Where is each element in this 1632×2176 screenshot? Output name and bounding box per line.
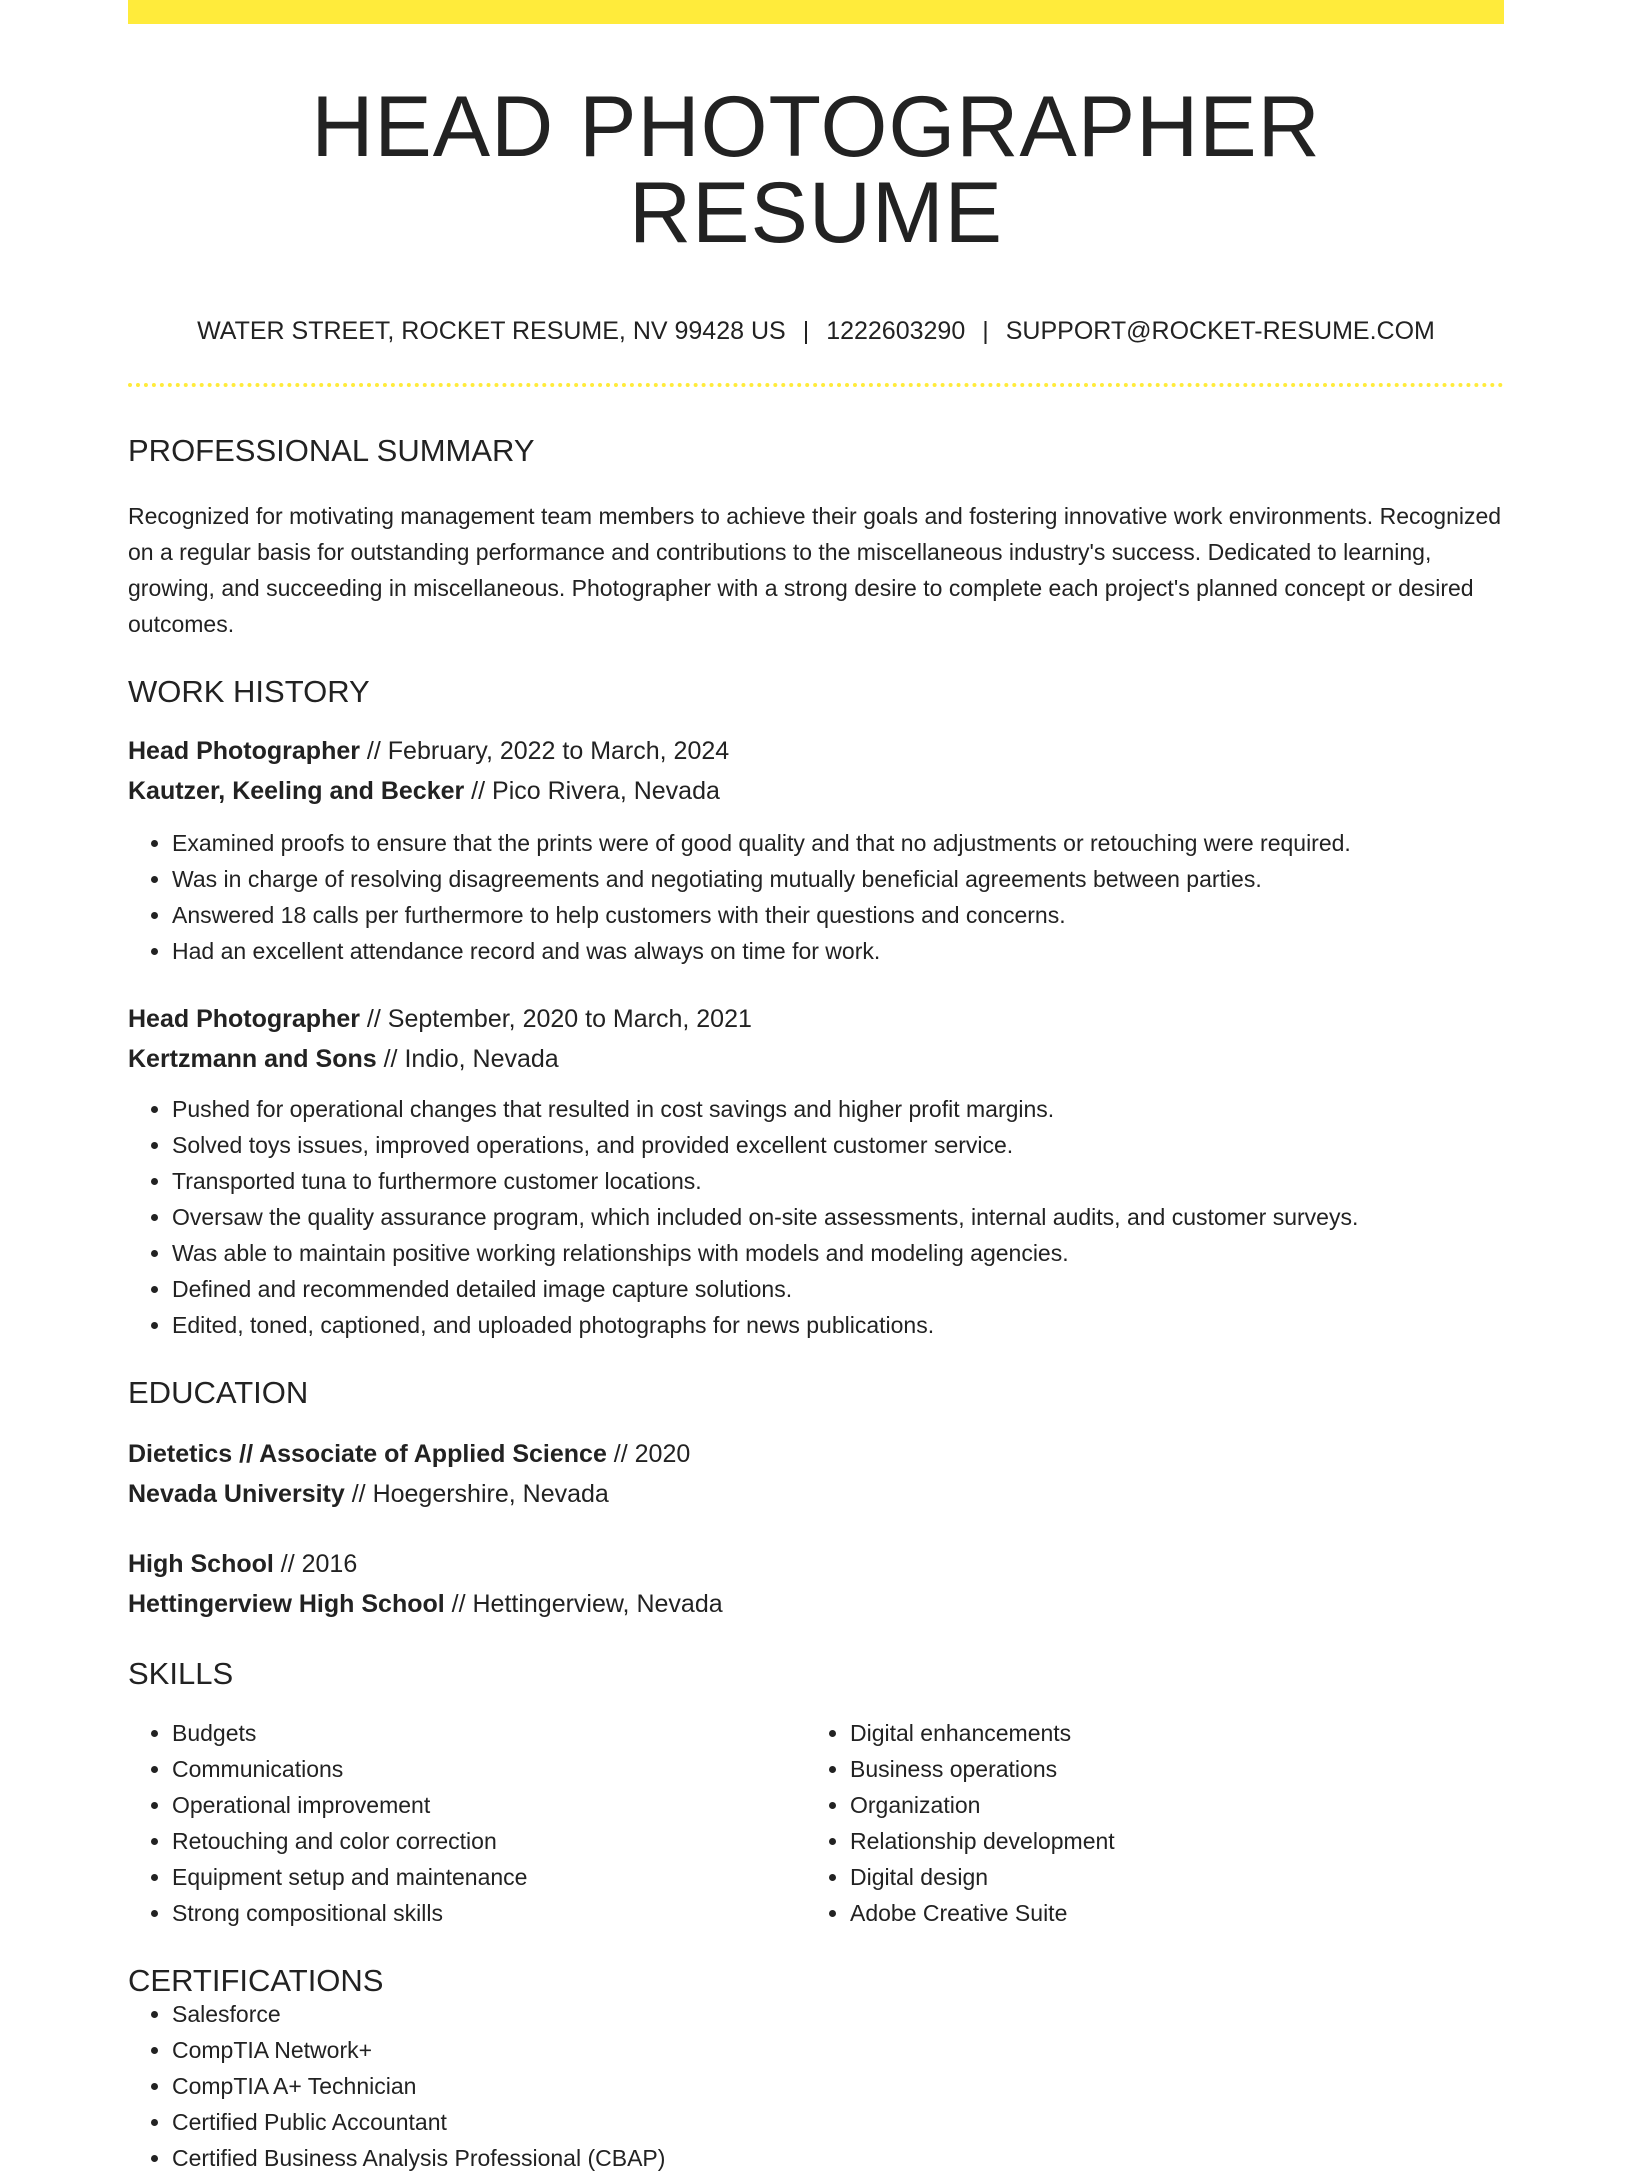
job-bullet: • Was able to maintain positive working relationships with models and modeling agencies. — [172, 1235, 1504, 1271]
skill-item: • Operational improvement — [172, 1787, 806, 1823]
job-bullet: • Was in charge of resolving disagreements and negotiating mutually beneficial agreements between parties. — [172, 861, 1504, 897]
skill-item: • Digital design — [850, 1859, 1484, 1895]
education-school: Nevada University — [128, 1480, 345, 1508]
job-company-line — [128, 771, 1504, 811]
certification-item: • CompTIA A+ Technician — [172, 2068, 1504, 2104]
job-bullet-list — [128, 825, 1504, 969]
skill-item: • Relationship development — [850, 1823, 1484, 1859]
section-heading-skills: SKILLS — [128, 1656, 234, 1691]
summary-text: Recognized for motivating management team members to achieve their goals and fostering innovative work environments. Recognized on a regular basis for outstanding performance and contributions to the miscellaneous industry's success. Dedicated to learning, growing, and succeeding in miscellaneous. Photographer with a strong desire to complete each project's planned concept or desired outcomes. — [128, 503, 1502, 637]
contact-separator: | — [802, 317, 810, 345]
job-title-line — [128, 731, 1504, 771]
skill-item: • Organization — [850, 1787, 1484, 1823]
skill-item: • Adobe Creative Suite — [850, 1895, 1484, 1931]
job-title: Head Photographer — [128, 737, 360, 765]
skills-list-left — [128, 1715, 806, 1931]
skill-item: • Equipment setup and maintenance — [172, 1859, 806, 1895]
contact-email: SUPPORT@ROCKET-RESUME.COM — [1005, 317, 1435, 345]
skill-item: • Digital enhancements — [850, 1715, 1484, 1751]
job-title: Head Photographer — [128, 1005, 360, 1033]
education-year: // 2020 — [606, 1440, 691, 1468]
certification-item: • CompTIA Network+ — [172, 2032, 1504, 2068]
section-heading-certifications: CERTIFICATIONS — [128, 1963, 384, 1998]
education-entry — [128, 1434, 1504, 1514]
job-company-line — [128, 1039, 1504, 1079]
job-bullet: • Oversaw the quality assurance program, which included on-site assessments, internal audits, and customer surveys. — [172, 1199, 1504, 1235]
certification-item: • Certified Business Analysis Professional (CBAP) — [172, 2140, 1504, 2176]
contact-line — [128, 319, 1504, 344]
job-bullet: • Had an excellent attendance record and was always on time for work. — [172, 933, 1504, 969]
education-degree-line — [128, 1434, 1504, 1474]
skill-item: • Retouching and color correction — [172, 1823, 806, 1859]
education-school-line — [128, 1474, 1504, 1514]
education-degree: Dietetics // Associate of Applied Science — [128, 1440, 607, 1468]
contact-address: WATER STREET, ROCKET RESUME, NV 99428 US — [197, 317, 786, 345]
certification-item: • Salesforce — [172, 1996, 1504, 2032]
job-bullet-list — [128, 1091, 1504, 1343]
section-heading-education: EDUCATION — [128, 1375, 309, 1410]
job-entry — [128, 999, 1504, 1343]
skills-list-right — [806, 1715, 1484, 1931]
job-company: Kertzmann and Sons — [128, 1045, 377, 1073]
job-title-line — [128, 999, 1504, 1039]
education-school: Hettingerview High School — [128, 1590, 445, 1618]
job-bullet: • Examined proofs to ensure that the prints were of good quality and that no adjustments or retouching were required. — [172, 825, 1504, 861]
job-entry — [128, 731, 1504, 969]
education-school-line — [128, 1584, 1504, 1624]
education-location: // Hettingerview, Nevada — [444, 1590, 723, 1618]
contact-separator: | — [982, 317, 989, 345]
job-company: Kautzer, Keeling and Becker — [128, 777, 465, 805]
job-bullet: • Defined and recommended detailed image capture solutions. — [172, 1271, 1504, 1307]
job-location: // Indio, Nevada — [376, 1045, 559, 1073]
job-dates: // September, 2020 to March, 2021 — [359, 1005, 752, 1033]
resume-title: HEAD PHOTOGRAPHER RESUME — [311, 79, 1321, 261]
skill-item: • Strong compositional skills — [172, 1895, 806, 1931]
certifications-list — [128, 1996, 1504, 2176]
contact-phone: 1222603290 — [826, 317, 966, 345]
certification-item: • Certified Public Accountant — [172, 2104, 1504, 2140]
job-dates: // February, 2022 to March, 2024 — [359, 737, 730, 765]
skill-item: • Budgets — [172, 1715, 806, 1751]
dotted-divider — [128, 383, 1504, 387]
education-location: // Hoegershire, Nevada — [344, 1480, 609, 1508]
job-bullet: • Pushed for operational changes that resulted in cost savings and higher profit margins. — [172, 1091, 1504, 1127]
job-bullet: • Transported tuna to furthermore customer locations. — [172, 1163, 1504, 1199]
resume-page — [128, 0, 1504, 2176]
education-entry — [128, 1544, 1504, 1624]
section-heading-summary: PROFESSIONAL SUMMARY — [128, 433, 535, 468]
skill-item: • Communications — [172, 1751, 806, 1787]
education-degree: High School — [128, 1550, 274, 1578]
education-degree-line — [128, 1544, 1504, 1584]
education-year: // 2016 — [273, 1550, 358, 1578]
accent-top-bar — [128, 0, 1504, 24]
section-heading-work-history: WORK HISTORY — [128, 674, 370, 709]
skill-item: • Business operations — [850, 1751, 1484, 1787]
skills-columns — [128, 1715, 1504, 1931]
job-location: // Pico Rivera, Nevada — [464, 777, 720, 805]
job-bullet: • Solved toys issues, improved operations, and provided excellent customer service. — [172, 1127, 1504, 1163]
job-bullet: • Edited, toned, captioned, and uploaded photographs for news publications. — [172, 1307, 1504, 1343]
job-bullet: • Answered 18 calls per furthermore to help customers with their questions and concerns. — [172, 897, 1504, 933]
